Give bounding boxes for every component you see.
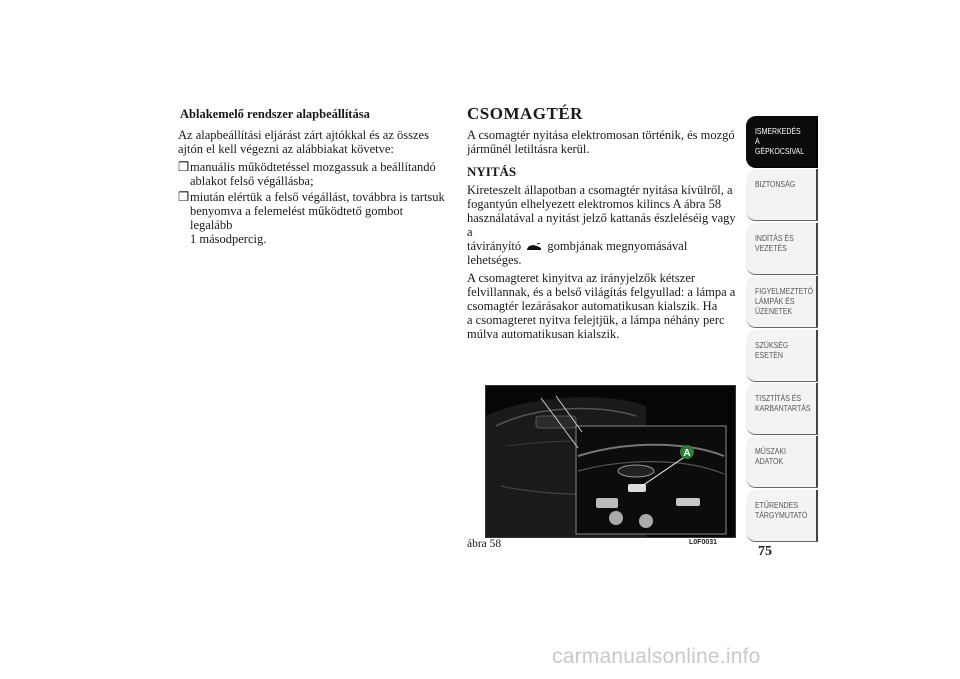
trunk-handle-photo bbox=[485, 385, 736, 538]
tab-maintenance[interactable] bbox=[746, 383, 818, 435]
section-subheading: NYITÁS bbox=[467, 164, 517, 179]
tab-label: TISZTÍTÁS ÉS KARBANTARTÁS bbox=[755, 392, 811, 413]
tab-label: SZÜKSÉG ESETÉN bbox=[755, 339, 789, 360]
tab-label: ISMERKEDÉS A GÉPKOCSIVAL bbox=[755, 126, 805, 156]
tab-getting-to-know[interactable] bbox=[746, 116, 818, 168]
checkbox-bullet-icon: ❒ bbox=[178, 190, 190, 204]
opening-paragraph: Kireteszelt állapotban a csomagtér nyitása kívülről, a fogantyún elhelyezett elektromos kilincs A ábra 58 használatával a nyitást jelző kattanás észleléséig vagy a távirányító gombjának megnyomásával lehetséges. bbox=[467, 183, 736, 267]
page-title: CSOMAGTÉR bbox=[467, 104, 583, 123]
figure-caption: ábra 58 bbox=[467, 538, 502, 550]
tab-label: ETŰRENDES TÁRGYMUTATÓ bbox=[755, 499, 808, 520]
tab-label: FIGYELMEZTETŐ LÁMPÁK ÉS ÜZENETEK bbox=[755, 286, 814, 317]
tab-safety[interactable] bbox=[746, 169, 818, 221]
left-column bbox=[178, 107, 448, 248]
lighting-paragraph: A csomagteret kinyitva az irányjelzők kétszer felvillannak, és a belső világítás felgyullad: a lámpa a csomagtér lezárásakor automatikusan kialszik. Ha a csomagteret nyitva felejtjük, a lámpa néhány perc múlva automatikusan kialszik. bbox=[467, 271, 736, 341]
section-subheading: Ablakemelő rendszer alapbeállítása bbox=[180, 107, 370, 121]
tab-index[interactable] bbox=[746, 490, 818, 542]
tab-label: BIZTONSÁG bbox=[755, 179, 796, 190]
page-number: 75 bbox=[758, 544, 772, 559]
list-item: ❒ manuális működtetéssel mozgassuk a beállítandó ablakot felső végállásba; bbox=[178, 160, 436, 188]
tab-label: INDÍTÁS ÉS VEZETÉS bbox=[755, 232, 794, 253]
chapter-tabs bbox=[746, 116, 818, 543]
tab-technical-data[interactable] bbox=[746, 436, 818, 488]
tab-starting-driving[interactable] bbox=[746, 223, 818, 275]
checkbox-bullet-icon: ❒ bbox=[178, 160, 190, 174]
right-column bbox=[467, 104, 737, 345]
intro-paragraph: Az alapbeállítási eljárást zárt ajtókkal és az összes ajtón el kell végezni az alábbiakat követve: bbox=[178, 128, 429, 156]
tab-emergency[interactable] bbox=[746, 330, 818, 382]
car-rear-illustration bbox=[486, 386, 735, 537]
svg-text:A: A bbox=[683, 448, 691, 459]
tab-warning-lights[interactable] bbox=[746, 276, 818, 328]
watermark-text: carmanualsonline.info bbox=[552, 645, 761, 668]
car-trunk-icon bbox=[526, 243, 542, 251]
tab-label: MŰSZAKI ADATOK bbox=[755, 446, 786, 467]
list-item: ❒ miután elértük a felső végállást, továbbra is tartsuk benyomva a felemelést működtető gombot legalább 1 másodpercig. bbox=[178, 190, 445, 246]
intro-paragraph: A csomagtér nyitása elektromosan történik, és mozgó járműnél letiltásra kerül. bbox=[467, 128, 735, 156]
figure-code: L0F0031 bbox=[689, 539, 718, 546]
